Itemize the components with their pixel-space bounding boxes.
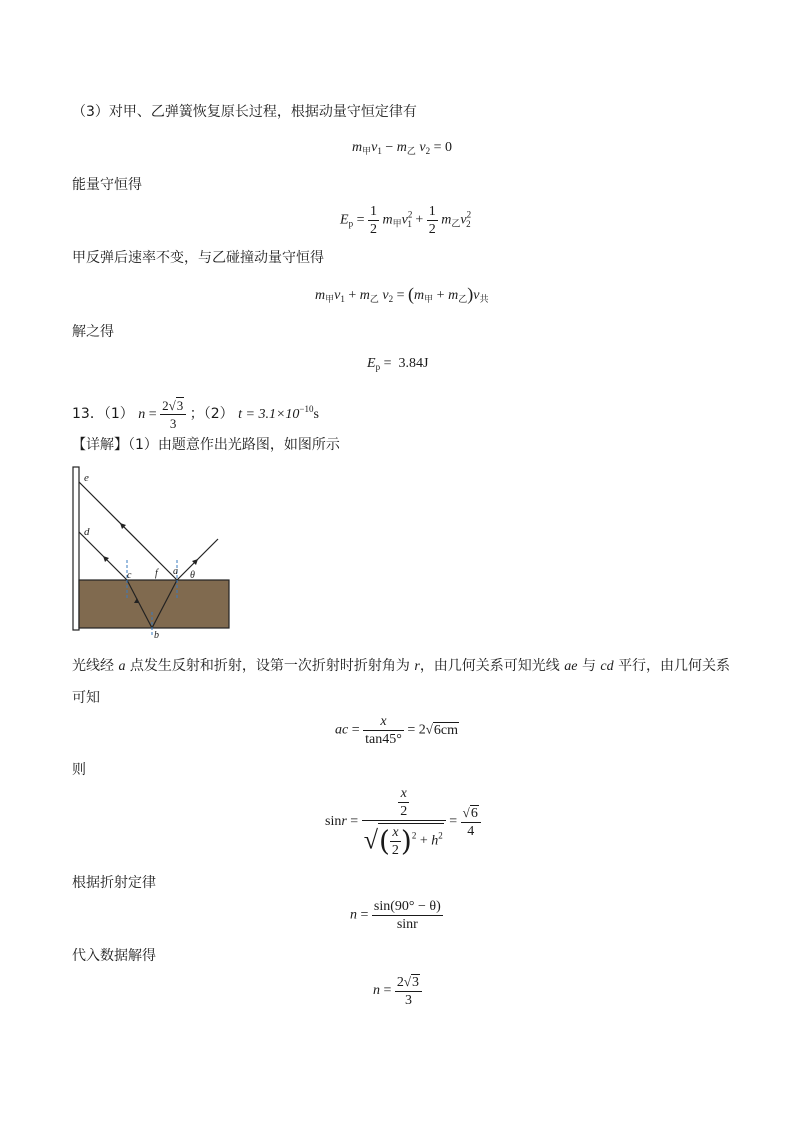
formula-ep-result: $E_p = 3.84J$ [367,356,429,372]
detail-text: （1）由题意作出光路图，如图所示 [128,437,340,453]
paragraph-refraction-law: 根据折射定律 [72,875,156,891]
formula-elastic-energy: $E_p$ = $\frac{1}{2}$ $m_甲v^2_1$ + $\frac{1}{2}$ $m_乙v^2_2$ [340,204,472,237]
paragraph-collision: 甲反弹后速率不变，与乙碰撞动量守恒得 [72,250,324,266]
paragraph-light-path [72,656,730,677]
light-path-text-2: 点发生反射和折射，设第一次折射时折射角为 [129,658,410,674]
answer-t-exponent: −10 [299,404,314,414]
figure-label-theta: θ [190,570,195,581]
formula-n-result: n = $\frac{2√3}{3}$ [373,973,422,1009]
light-path-line-ae: ae [564,659,578,674]
paragraph-energy-conservation: 能量守恒得 [72,177,142,193]
answer-t-unit: s [313,407,319,422]
light-path-text-4: 与 [581,658,596,674]
question-number: 13． [72,406,104,422]
paragraph-momentum-conservation: （3）对甲、乙弹簧恢复原长过程，根据动量守恒定律有 [72,104,417,120]
ac-denominator: tan45° [365,732,402,747]
optical-path-figure [70,462,235,642]
ep-result-value: 3.84J [398,356,429,371]
formula-collision-momentum: $m_甲v_1 + m_乙$ $v_2 = (m_甲 + m_乙)v_共$ [315,284,489,304]
light-path-text-5: 平行，由几何关系 [618,658,731,674]
figure-label-c: c [127,570,132,581]
answer-n-formula: n = $\frac{2√3}{3}$ [138,407,190,422]
answer-line-13 [72,397,319,432]
paragraph-light-path-cont: 可知 [72,690,100,706]
figure-label-f: f [155,568,158,579]
light-path-line-cd: cd [600,659,614,674]
answer-t-value: t = 3.1×10 [238,407,300,422]
formula-ac-length: ac = $\frac{x}{\tan 45^\circ}$ = 2√6cm [335,714,458,747]
paragraph-detail-intro [72,435,340,455]
figure-label-a: a [173,566,178,577]
paragraph-substitute: 代入数据解得 [72,948,156,964]
figure-label-b: b [154,630,159,641]
answer-part2-label: ；（2） [189,406,234,422]
detail-label: 【详解】 [72,437,128,453]
answer-t-formula [238,404,319,422]
light-path-angle-r: r [414,659,420,674]
figure-label-d: d [84,526,90,538]
figure-medium [79,580,229,628]
light-path-text-1: 光线经 [72,658,114,674]
refraction-denominator: sinr [396,917,418,932]
light-path-text-3: ，由几何关系可知光线 [419,658,560,674]
figure-reflected-ray [79,482,177,580]
formula-sin-r: sinr = $\frac{x}{2}$ √( $\frac{x}{2}$ )$^2 + h^2$ = $\frac{√6}{4}$ [325,785,481,859]
figure-wall [73,467,79,630]
formula-momentum-zero: $m_甲v_1 - m_乙$ $v_2 = 0$ [352,140,453,156]
paragraph-then: 则 [72,762,86,778]
ac-value: 6cm [433,722,458,738]
answer-part1-label: （1） [103,406,134,422]
light-path-point-a: a [118,659,126,674]
formula-refraction-index: n = $\frac{\sin(90^\circ - \theta)}{\sin r}$ [350,899,441,932]
figure-label-e: e [84,472,89,484]
paragraph-solve: 解之得 [72,324,114,340]
refraction-numerator: sin(90° − θ) [373,899,441,914]
